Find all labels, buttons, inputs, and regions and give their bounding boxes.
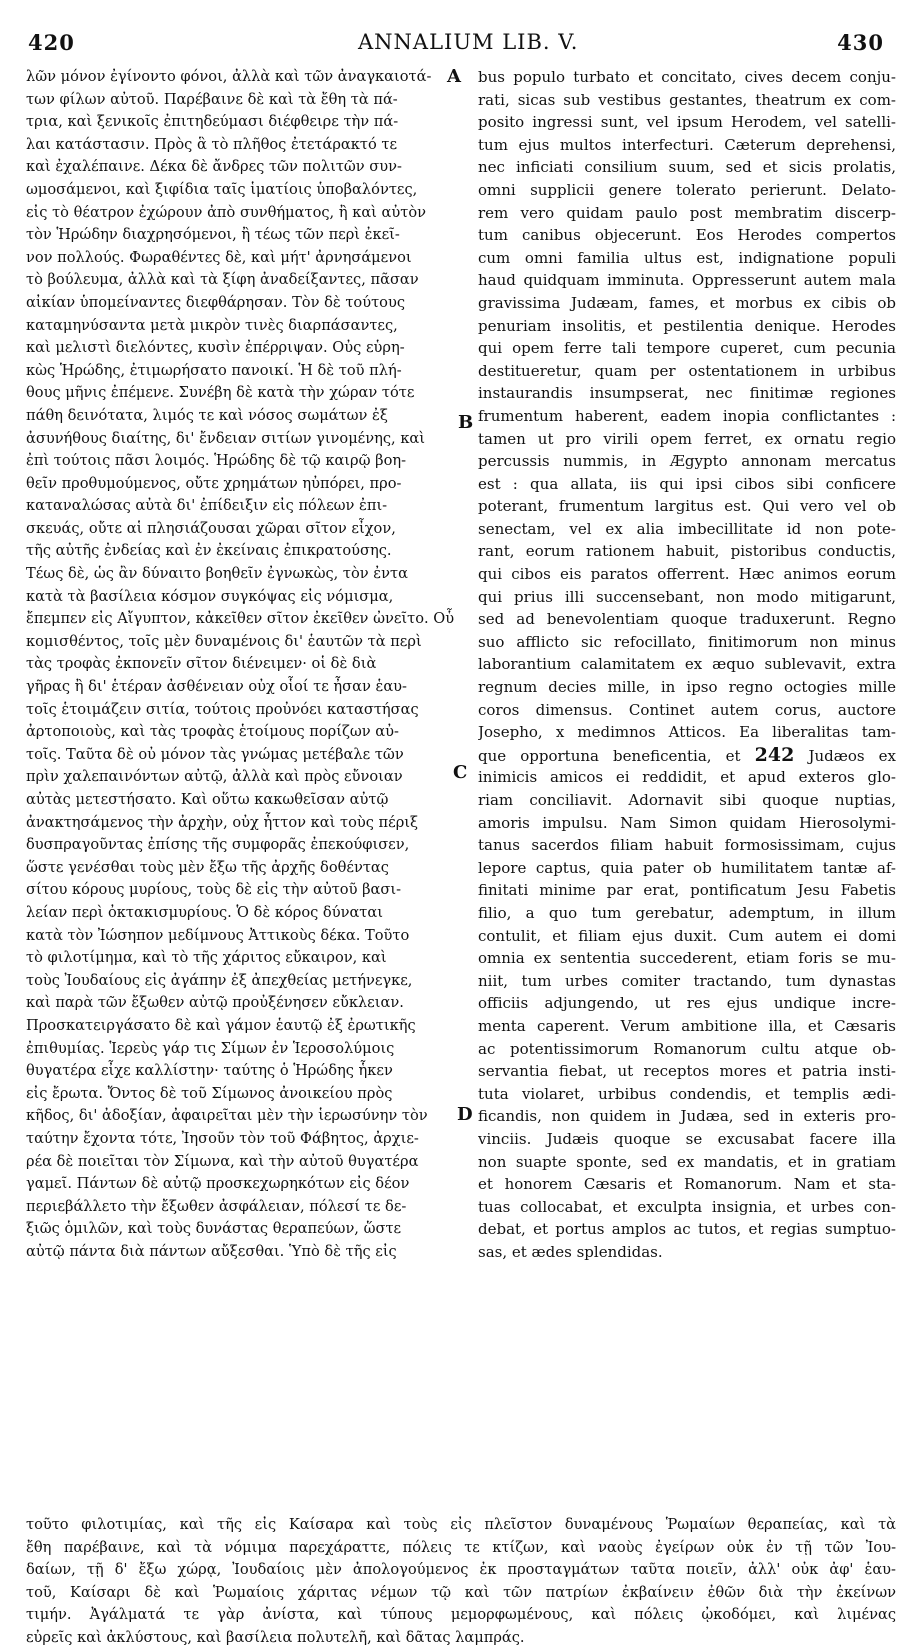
page-header xyxy=(28,30,896,58)
greek-text-line: ἐπιθυμίας. Ἱερεὺς γάρ τις Σίμων ἐν Ἱεροσολύμοις xyxy=(26,1039,395,1057)
latin-text-line: rem vero quidam paulo post membratim discerp- xyxy=(478,203,896,222)
greek-text-line: πάθη δεινότατα, λιμός τε καὶ νόσος σωμάτων ἐξ xyxy=(26,406,388,424)
greek-text-line: Προσκατειργάσατο δὲ καὶ γάμον ἑαυτῷ ἐξ ἐρωτικῆς xyxy=(26,1016,416,1034)
greek-text-line: θυγατέρα εἶχε καλλίστην· ταύτης ὁ Ἡρώδης ἧκεν xyxy=(26,1062,393,1080)
greek-text-line: καὶ παρὰ τῶν ἔξωθεν αὐτῷ προὐξένησεν εὔκλειαν. xyxy=(26,994,404,1012)
greek-text-line: ωμοσάμενοι, καὶ ξιφίδια ταῖς ἱματίοις ὑποβαλόντες, xyxy=(26,180,418,198)
greek-text-line: εἰς τὸ θέατρον ἐχώρουν ἀπὸ συνθήματος, ἢ καὶ αὐτὸν xyxy=(26,203,427,221)
latin-text-line: vinciis. Judæis quoque se excusabat facere illa xyxy=(478,1129,896,1148)
greek-text-line: κῆδος, δι' ἀδοξίαν, ἀφαιρεῖται μὲν τὴν ἱερωσύνην τὸν xyxy=(26,1107,428,1125)
greek-text-line: καταμηνύσαντα μετὰ μικρὸν τινὲς διαρπάσαντες, xyxy=(26,316,398,334)
latin-text-line: inimicis amicos ei reddidit, et apud exteros glo- xyxy=(478,768,896,787)
greek-text-line: καταναλώσας αὐτὰ δι' ἐπίδειξιν εἰς πόλεων ἐπι- xyxy=(26,497,388,515)
greek-text-line: λείαν περὶ ὀκτακισμυρίους. Ὁ δὲ κόρος δύναται xyxy=(26,903,383,921)
greek-bottom-line: τιμήν. Ἀγάλματά τε γὰρ ἀνίστα, καὶ τύπους μεμορφωμένους, καὶ πόλεις ᾠκοδόμει, καὶ λιμένας xyxy=(26,1606,896,1624)
latin-text-line: omni supplicii genere tolerato perierunt. Delato- xyxy=(478,180,896,199)
greek-full-width-block xyxy=(26,1514,896,1650)
margin-letter-a: A xyxy=(447,66,461,87)
latin-text-line: tuas collocabat, et exculpta insignia, et urbes con- xyxy=(478,1197,896,1216)
greek-text-line: καὶ ἐχαλέπαινε. Δέκα δὲ ἄνδρες τῶν πολιτῶν συν- xyxy=(26,158,402,176)
page-number-left: 420 xyxy=(28,30,75,55)
latin-text-line: servantia fiebat, ut receptos mores et patria insti- xyxy=(478,1062,896,1081)
greek-text-line: ἀνακτησάμενος τὴν ἀρχὴν, οὐχ ἧττον καὶ τοὺς πέριξ xyxy=(26,813,419,831)
latin-text-line: sas, et ædes splendidas. xyxy=(478,1242,663,1261)
greek-bottom-line: τοῦ, Καίσαρι δὲ καὶ Ῥωμαίοις χάριτας νέμων τῷ καὶ τῶν πατρίων ἐκβαίνειν ἐθῶν διὰ τὴν ἐκείνων xyxy=(26,1583,896,1601)
section-number: 242 xyxy=(754,743,795,766)
latin-text-line: riam conciliavit. Adornavit sibi quoque nuptias, xyxy=(478,791,896,809)
latin-text-line: qui opem ferre tali tempore cuperet, cum pecunia xyxy=(478,339,896,358)
latin-text-line: posito ingressi sunt, vel ipsum Herodem, vel satelli- xyxy=(478,113,896,132)
latin-text-line: penuriam insolitis, et pestilentia denique. Herodes xyxy=(478,316,896,335)
latin-text-line: frumentum haberent, eadem inopia conflictantes : xyxy=(478,406,896,425)
greek-text-line: πρὶν χαλεπαινόντων αὐτῷ, ἀλλὰ καὶ πρὸς εὔνοιαν xyxy=(26,768,403,786)
greek-text-line: δυσπραγοῦντας ἐπίσης τῆς συμφορᾶς ἐπεκούφισεν, xyxy=(26,836,410,854)
greek-text-line: κὼς Ἡρώδης, ἐτιμωρήσατο πανοικί. Ἡ δὲ τοῦ πλή- xyxy=(26,361,402,379)
greek-text-line: τὸν Ἡρώδην διαχρησόμενοι, ἢ τέως τῶν περὶ ἐκεῖ- xyxy=(26,226,400,244)
latin-text-line: qui prius illi succensebant, non modo mitigarunt, xyxy=(478,587,896,606)
greek-text-line: σίτου κόρους μυρίους, τοὺς δὲ εἰς τὴν αὐτοῦ βασι- xyxy=(26,881,402,899)
greek-text-line: λαι κατάστασιν. Πρὸς ἃ τὸ πλῆθος ἐτετάρακτό τε xyxy=(26,135,398,153)
greek-text-line: τὸ φιλοτίμημα, καὶ τὸ τῆς χάριτος εὔκαιρον, καὶ xyxy=(26,949,387,967)
margin-letter-b: B xyxy=(458,412,474,433)
latin-text-line: contulit, et filiam ejus duxit. Cum autem ei domi xyxy=(478,926,896,945)
latin-text-line: tum ejus multos interfecturi. Cæterum deprehensi, xyxy=(478,135,896,154)
latin-text-line: est : qua allata, iis qui ipsi cibos sibi conficere xyxy=(478,474,896,493)
latin-text-line: ficandis, non quidem in Judæa, sed in exteris pro- xyxy=(478,1107,896,1126)
greek-text-line: τὰς τροφὰς ἐκπονεῖν σῖτον διένειμεν· οἱ δὲ διὰ xyxy=(26,655,377,673)
latin-line-text: que opportuna beneficentia, et xyxy=(478,746,741,765)
greek-text-line: κομισθέντος, τοῖς μὲν δυναμένοις δι' ἑαυτῶν τὰ περὶ xyxy=(26,632,422,650)
greek-text-line: γῆρας ἢ δι' ἑτέραν ἀσθένειαν οὐχ οἷοί τε ἦσαν ἑαυ- xyxy=(26,678,407,696)
latin-text-line: laborantium calamitatem ex æquo sublevavit, extra xyxy=(478,655,896,674)
greek-bottom-line: εὐρεῖς καὶ ἀκλύστους, καὶ βασίλεια πολυτελῆ, καὶ δᾶτας λαμπράς. xyxy=(26,1628,525,1646)
greek-text-line: εἰς ἔρωτα. Ὄντος δὲ τοῦ Σίμωνος ἀνοικείου πρὸς xyxy=(26,1084,393,1102)
greek-text-line: ὥστε γενέσθαι τοὺς μὲν ἔξω τῆς ἀρχῆς δοθέντας xyxy=(26,858,389,876)
greek-text-line: γαμεῖ. Πάντων δὲ αὐτῷ προσκεχωρηκότων εἰς δέον xyxy=(26,1175,410,1193)
latin-text-line: qui cibos eis paratos offerrent. Hæc animos eorum xyxy=(478,565,896,584)
latin-text-line: instaurandis insumpserat, nec finitimæ regiones xyxy=(478,384,896,403)
latin-text-line: debat, et portus amplos ac tutos, et regias sumptuo- xyxy=(478,1220,896,1239)
latin-text-line: menta caperent. Verum ambitione illa, et Cæsaris xyxy=(478,1016,896,1035)
latin-text-line: senectam, vel ex alia imbecillitate id non pote- xyxy=(478,519,896,538)
greek-text-line: ἀρτοποιοὺς, καὶ τὰς τροφὰς ἑτοίμους πορίζων αὐ- xyxy=(26,723,399,741)
latin-text-line: ac potentissimorum Romanorum cultu atque ob- xyxy=(478,1039,896,1058)
latin-text-line: niit, tum urbes comiter tractando, tum dynastas xyxy=(478,971,896,990)
greek-text-line: αἰκίαν ὑπομείναντες διεφθάρησαν. Τὸν δὲ τούτους xyxy=(26,293,405,311)
latin-text-line: tum canibus objecerunt. Eos Herodes compertos xyxy=(478,226,896,245)
latin-text-column xyxy=(478,66,896,1263)
latin-text-line: finitati minime par erat, pontificatum Jesu Fabetis xyxy=(478,881,896,900)
latin-text-line: non suapte sponte, sed ex mandatis, et in gratiam xyxy=(478,1152,896,1171)
greek-bottom-line: ἔθη παρέβαινε, καὶ τὰ νόμιμα παρεχάραττε, πόλεις τε κτίζων, καὶ ναοὺς ἐγείρων οὐκ ἐν τῇ τῶν Ἰου- xyxy=(26,1538,896,1556)
latin-text-line: nec inficiati consilium suum, sed et sicis prolatis, xyxy=(478,158,896,177)
latin-text-line: filio, a quo tum gerebatur, ademptum, in illum xyxy=(478,903,896,922)
latin-text-line: rati, sicas sub vestibus gestantes, theatrum ex com- xyxy=(478,90,896,109)
greek-text-line: ρέα δὲ ποιεῖται τὸν Σίμωνα, καὶ τὴν αὐτοῦ θυγατέρα xyxy=(26,1152,419,1170)
latin-text-line: coros dimensus. Continet autem corus, auctore xyxy=(478,700,896,719)
greek-text-line: θους μῆνις ἐπέμενε. Συνέβη δὲ κατὰ τὴν χώραν τότε xyxy=(26,384,415,402)
greek-text-line: λῶν μόνον ἐγίνοντο φόνοι, ἀλλὰ καὶ τῶν ἀναγκαιοτά- xyxy=(26,68,432,85)
greek-text-line: περιεβάλλετο τὴν ἔξωθεν ἀσφάλειαν, πόλεσί τε δε- xyxy=(26,1197,407,1215)
greek-text-line: τοὺς Ἰουδαίους εἰς ἀγάπην ἐξ ἀπεχθείας μετήνεγκε, xyxy=(26,971,413,989)
greek-text-column xyxy=(26,66,468,1263)
greek-text-line: αὐτῷ πάντα διὰ πάντων αὔξεσθαι. Ὑπὸ δὲ τῆς εἰς xyxy=(26,1242,397,1260)
latin-text-line: regnum decies mille, in ipso regno octogies mille xyxy=(478,678,896,697)
greek-text-line: κατὰ τὰ βασίλεια κόσμον συγκόψας εἰς νόμισμα, xyxy=(26,587,394,605)
margin-letter-d: D xyxy=(457,1104,473,1125)
latin-text-line: tanus sacerdos filiam habuit formosissimam, cujus xyxy=(478,836,896,855)
greek-text-line: αὐτὰς μετεστήσατο. Καὶ οὕτω κακωθεῖσαν αὐτῷ xyxy=(26,791,389,808)
latin-text-line: gravissima Judæam, fames, et morbus ex cibis ob xyxy=(478,293,896,312)
greek-text-line: ἀσυνήθους διαίτης, δι' ἔνδειαν σιτίων γινομένης, καὶ xyxy=(26,429,426,447)
greek-text-line: ἐπὶ τούτοις πᾶσι λοιμός. Ἡρώδης δὲ τῷ καιρῷ βοη- xyxy=(26,452,407,470)
running-title: ANNALIUM LIB. V. xyxy=(358,30,579,54)
greek-text-line: θεῖν προθυμούμενος, οὔτε χρημάτων ηὐπόρει, προ- xyxy=(26,474,402,492)
greek-text-line: τοῖς ἑτοιμάζειν σιτία, τούτοις προὐνόει καταστήσας xyxy=(26,700,419,718)
latin-text-line: suo afflicto sic refocillato, finitimorum non minus xyxy=(478,632,896,651)
greek-text-line: νον πολλούς. Φωραθέντες δὲ, καὶ μήτ' ἀρνησάμενοι xyxy=(26,248,412,266)
latin-text-line: percussis nummis, in Ægypto annonam mercatus xyxy=(478,452,896,471)
latin-text-line: cum omni familia ultus est, indignatione populi xyxy=(478,248,896,267)
greek-text-line: Τέως δὲ, ὡς ἂν δύναιτο βοηθεῖν ἐγνωκὼς, τὸν ἐντα xyxy=(26,565,408,583)
latin-text-line: omnia ex sententia succederent, etiam foris se mu- xyxy=(478,949,896,968)
latin-text-line: poterant, frumentum largitus est. Qui vero vel ob xyxy=(478,497,896,516)
greek-text-line: ξιῶς ὁμιλῶν, καὶ τοὺς δυνάστας θεραπεύων, ὥστε xyxy=(26,1220,402,1238)
greek-text-line: κατὰ τὸν Ἰώσηπον μεδίμνους Ἀττικοὺς δέκα. Τοῦτο xyxy=(26,926,410,944)
margin-letter-c: C xyxy=(453,762,468,783)
latin-text-line: sed ad benevolentiam quoque traduxerunt. Regno xyxy=(478,610,896,629)
latin-text-line: destitueretur, quam per ostentationem in urbibus xyxy=(478,361,896,380)
greek-text-line: ταύτην ἔχοντα τότε, Ἰησοῦν τὸν τοῦ Φάβητος, ἀρχιε- xyxy=(26,1129,419,1147)
latin-text-line: tuta violaret, urbibus condendis, et templis ædi- xyxy=(478,1084,896,1103)
greek-text-line: τῆς αὐτῆς ἐνδείας καὶ ἐν ἐκείναις ἐπικρατούσης. xyxy=(26,542,392,560)
latin-text-line: tamen ut pro virili opem ferret, ex ornatu regio xyxy=(478,429,896,448)
latin-text-line: amoris impulsu. Nam Simon quidam Hierosolymi- xyxy=(478,813,896,832)
latin-line-text: Judæos ex xyxy=(808,746,896,765)
page-number-right: 430 xyxy=(837,30,884,55)
latin-text-line: lepore captus, quia pater ob humilitatem tantæ af- xyxy=(478,858,896,877)
greek-text-line: σκευάς, οὔτε αἱ πλησιάζουσαι χῶραι σῖτον εἶχον, xyxy=(26,519,396,537)
latin-text-line: et honorem Cæsaris et Romanorum. Nam et sta- xyxy=(478,1175,896,1194)
latin-text-line: haud quidquam imminuta. Oppresserunt autem mala xyxy=(478,271,896,290)
latin-text-line: bus populo turbato et concitato, cives decem conju- xyxy=(478,68,896,86)
latin-text-line: officiis adjungendo, ut res ejus undique incre- xyxy=(478,994,896,1013)
latin-text-line xyxy=(478,744,896,767)
greek-text-line: καὶ μελιστὶ διελόντες, κυσὶν ἐπέρριψαν. Οὐς εὑρη- xyxy=(26,339,405,357)
latin-text-line: Josepho, x medimnos Atticos. Ea liberalitas tam- xyxy=(478,723,896,742)
greek-text-line: ἔπεμπεν εἰς Αἴγυπτον, κἀκεῖθεν σῖτον ἐκεῖθεν ὠνεῖτο. Οὗ xyxy=(26,610,455,628)
greek-text-line: των φίλων αὐτοῦ. Παρέβαινε δὲ καὶ τὰ ἔθη τὰ πά- xyxy=(26,90,398,108)
greek-text-line: τοῖς. Ταῦτα δὲ οὐ μόνον τὰς γνώμας μετέβαλε τῶν xyxy=(26,745,404,763)
greek-bottom-line: δαίων, τῇ δ' ἔξω χώρᾳ, Ἰουδαίοις μὲν ἀπολογούμενος ἐκ προσταγμάτων ταῦτα ποιεῖν, ἀλλ' οὐκ ἀφ' ἑαυ- xyxy=(26,1561,896,1579)
latin-text-line: rant, eorum rationem habuit, pistoribus conductis, xyxy=(478,542,896,561)
greek-text-line: τὸ βούλευμα, ἀλλὰ καὶ τὰ ξίφη ἀναδείξαντες, πᾶσαν xyxy=(26,271,419,289)
greek-bottom-line: τοῦτο φιλοτιμίας, καὶ τῆς εἰς Καίσαρα καὶ τοὺς εἰς πλεῖστον δυναμένους Ῥωμαίων θεραπείας, καὶ τὰ xyxy=(26,1516,896,1533)
greek-text-line: τρια, καὶ ξενικοῖς ἐπιτηδεύμασι διέφθειρε τὴν πά- xyxy=(26,113,399,131)
